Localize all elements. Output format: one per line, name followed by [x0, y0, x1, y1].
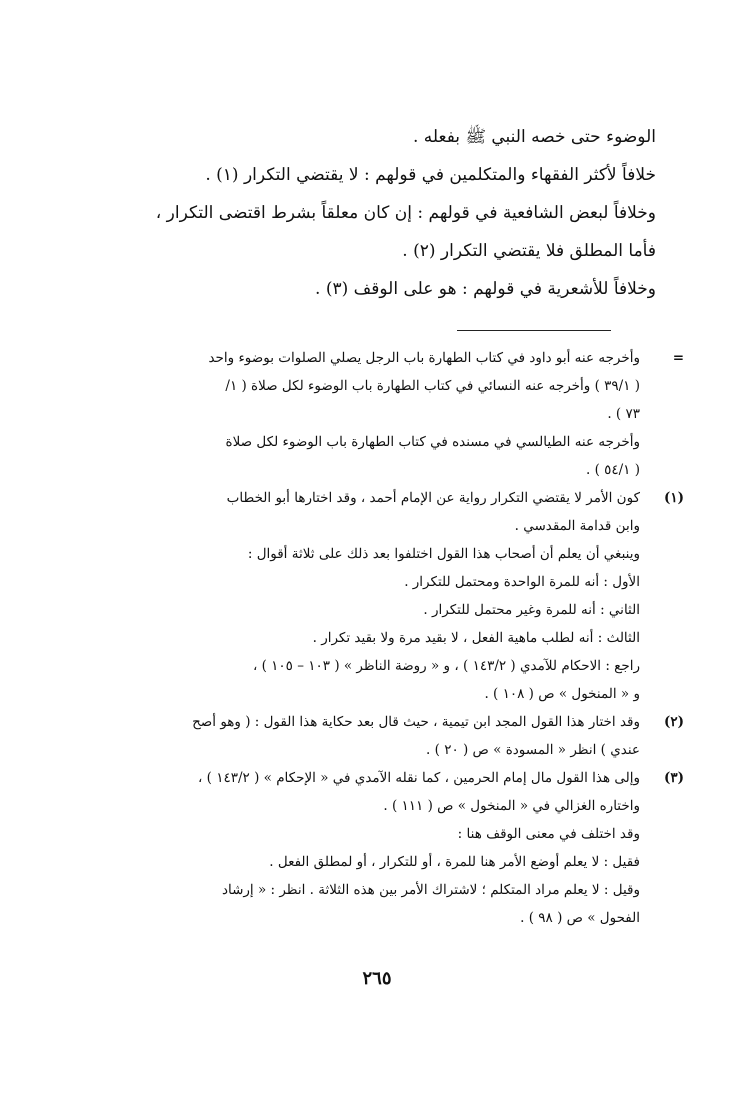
footnote-separator — [457, 330, 611, 331]
footnote-marker: (٢) — [663, 714, 684, 730]
footnote-line: الفحول » ص ( ٩٨ ) . — [520, 910, 640, 926]
footnote-line: كون الأمر لا يقتضي التكرار رواية عن الإمام أحمد ، وقد اختارها أبو الخطاب — [226, 490, 640, 506]
footnote-continued — [58, 344, 684, 484]
footnote-line: الثاني : أنه للمرة وغير محتمل للتكرار . — [423, 602, 640, 618]
footnote-line: فقيل : لا يعلم أوضع الأمر هنا للمرة ، أو للتكرار ، أو لمطلق الفعل . — [269, 854, 640, 870]
main-line: خلافاً لأكثر الفقهاء والمتكلمين في قولهم : لا يقتضي التكرار (١) . — [205, 165, 656, 185]
footnote-line: وابن قدامة المقدسي . — [514, 518, 640, 534]
footnote-marker: (٣) — [663, 770, 684, 786]
footnote-line: ( ٥٤/١ ) . — [585, 462, 640, 478]
footnote-line: وأخرجه عنه أبو داود في كتاب الطهارة باب الرجل يصلي الصلوات بوضوء واحد — [208, 350, 640, 366]
footnote-line: وينبغي أن يعلم أن أصحاب هذا القول اختلفوا بعد ذلك على ثلاثة أقوال : — [247, 546, 640, 562]
footnote-line: وإلى هذا القول مال إمام الحرمين ، كما نقله الآمدي في « الإحكام » ( ١٤٣/٢ ) ، — [198, 770, 640, 786]
footnote-line: وقد اختار هذا القول المجد ابن تيمية ، حيث قال بعد حكاية هذا القول : ( وهو أصح — [192, 714, 640, 730]
footnote-line: ( ٣٩/١ ) وأخرجه عنه النسائي في كتاب الطهارة باب الوضوء لكل صلاة ( ١/ — [225, 378, 640, 394]
main-line: الوضوء حتى خصه النبي ﷺ بفعله . — [412, 127, 656, 147]
page-number: ٢٦٥ — [362, 968, 392, 989]
footnote-line: الثالث : أنه لطلب ماهية الفعل ، لا بقيد مرة ولا بقيد تكرار . — [312, 630, 640, 646]
footnote-line: وأخرجه عنه الطيالسي في مسنده في كتاب الطهارة باب الوضوء لكل صلاة — [225, 434, 640, 450]
footnote-line: الأول : أنه للمرة الواحدة ومحتمل للتكرار . — [404, 574, 640, 590]
main-line: فأما المطلق فلا يقتضي التكرار (٢) . — [402, 241, 656, 261]
footnote-line: واختاره الغزالي في « المنخول » ص ( ١١١ ) . — [383, 798, 640, 814]
footnote-1 — [58, 484, 684, 708]
footnote-line: ٧٣ ) . — [607, 406, 640, 422]
footnote-2 — [58, 708, 684, 764]
main-line: وخلافاً للأشعرية في قولهم : هو على الوقف (٣) . — [315, 279, 656, 299]
footnote-line: و « المنخول » ص ( ١٠٨ ) . — [484, 686, 640, 702]
footnote-marker: (١) — [663, 490, 684, 506]
footnote-line: راجع : الاحكام للآمدي ( ١٤٣/٢ ) ، و « روضة الناظر » ( ١٠٣ – ١٠٥ ) ، — [252, 658, 640, 674]
main-line: وخلافاً لبعض الشافعية في قولهم : إن كان معلقاً بشرط اقتضى التكرار ، — [155, 203, 656, 223]
main-text — [60, 118, 656, 308]
footnotes — [58, 344, 684, 932]
footnote-marker: = — [672, 350, 684, 366]
footnote-3 — [58, 764, 684, 932]
footnote-line: عندي ) انظر « المسودة » ص ( ٢٠ ) . — [426, 742, 640, 758]
footnote-line: وقيل : لا يعلم مراد المتكلم ؛ لاشتراك الأمر بين هذه الثلاثة . انظر : « إرشاد — [221, 882, 640, 898]
footnote-line: وقد اختلف في معنى الوقف هنا : — [457, 826, 640, 842]
